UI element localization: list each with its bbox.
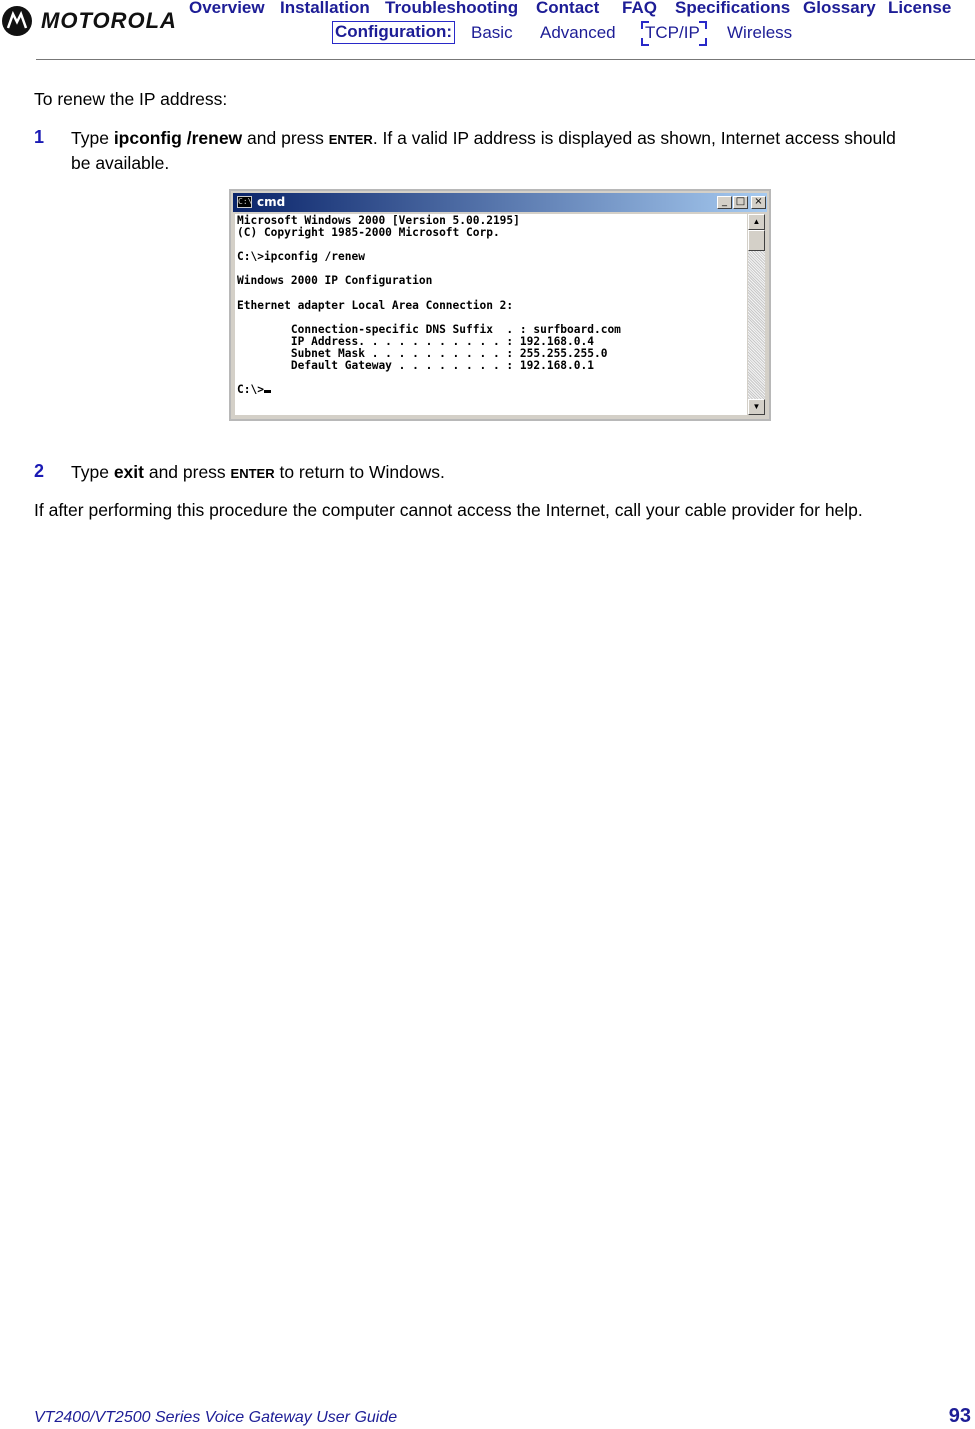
step-2-rest: to return to Windows. [274, 462, 445, 482]
nav-contact[interactable]: Contact [536, 0, 600, 17]
motorola-logo-icon [2, 6, 32, 36]
cmd-console [235, 214, 747, 415]
step-1-number: 1 [34, 127, 45, 147]
console-line: C:\>ipconfig /renew [237, 250, 365, 264]
console-cursor [264, 390, 271, 393]
guide-title: VT2400/VT2500 Series Voice Gateway User Guide [34, 1409, 398, 1426]
cmd-title: cmd [257, 195, 286, 209]
maximize-icon: □ [733, 196, 748, 209]
scroll-up-icon: ▲ [748, 214, 765, 230]
console-line: C:\> [237, 383, 264, 397]
nav-license[interactable]: License [888, 0, 952, 17]
brand-wordmark: MOTOROLA [41, 8, 177, 33]
closing-text: If after performing this procedure the computer cannot access the Internet, call your cable provider for help. [34, 500, 863, 520]
nav-tcpip[interactable]: TCP/IP [645, 23, 700, 42]
console-line: (C) Copyright 1985-2000 Microsoft Corp. [237, 226, 500, 240]
step-1-rest: . If a valid IP address is displayed as shown, Internet access should [372, 128, 896, 148]
step-2-and-press: and press [143, 462, 231, 482]
step-2-type: Type [71, 462, 114, 482]
cmd-title-bar [233, 193, 767, 212]
console-line: Default Gateway . . . . . . . . : 192.168.0.1 [237, 359, 594, 373]
scroll-thumb [748, 230, 765, 251]
step-2-text [71, 462, 445, 483]
step-1-type: Type [71, 128, 114, 148]
console-line: Microsoft Windows 2000 [Version 5.00.2195] [237, 214, 520, 227]
console-line: Connection-specific DNS Suffix . : surfboard.com [237, 322, 621, 336]
scroll-down-icon: ▼ [748, 399, 765, 415]
nav-wireless[interactable]: Wireless [727, 23, 793, 42]
console-line: Subnet Mask . . . . . . . . . . : 255.255.255.0 [237, 347, 608, 361]
step-1-text [71, 128, 896, 149]
step-1-command: ipconfig /renew [113, 128, 243, 148]
step-1-and-press: and press [242, 128, 329, 148]
nav-tcpip-active[interactable] [641, 21, 707, 46]
step-1-key: ENTER [328, 132, 373, 147]
nav-basic[interactable]: Basic [471, 23, 513, 42]
configuration-label: Configuration: [332, 21, 455, 44]
cmd-prompt-icon: C:\ [238, 197, 253, 206]
nav-overview[interactable]: Overview [189, 0, 265, 17]
minimize-icon: _ [717, 196, 732, 209]
nav-specifications[interactable]: Specifications [675, 0, 791, 17]
console-line: Ethernet adapter Local Area Connection 2: [237, 298, 514, 312]
close-icon: × [751, 196, 766, 209]
nav-faq[interactable]: FAQ [622, 0, 657, 17]
header-divider [36, 59, 975, 60]
console-line: Windows 2000 IP Configuration [237, 274, 433, 288]
step-1-line2: be available. [71, 153, 170, 173]
nav-glossary[interactable]: Glossary [803, 0, 876, 17]
nav-troubleshooting[interactable]: Troubleshooting [385, 0, 519, 17]
step-2-number: 2 [34, 461, 45, 481]
step-2-command: exit [113, 462, 144, 482]
intro-text: To renew the IP address: [34, 89, 228, 109]
page-number: 93 [948, 1405, 971, 1427]
nav-installation[interactable]: Installation [280, 0, 370, 17]
console-line: IP Address. . . . . . . . . . . : 192.168.0.4 [237, 334, 594, 348]
step-2-key: ENTER [230, 466, 275, 481]
cmd-window-screenshot [229, 189, 771, 421]
nav-advanced[interactable]: Advanced [540, 23, 616, 42]
cmd-scrollbar [748, 214, 765, 415]
